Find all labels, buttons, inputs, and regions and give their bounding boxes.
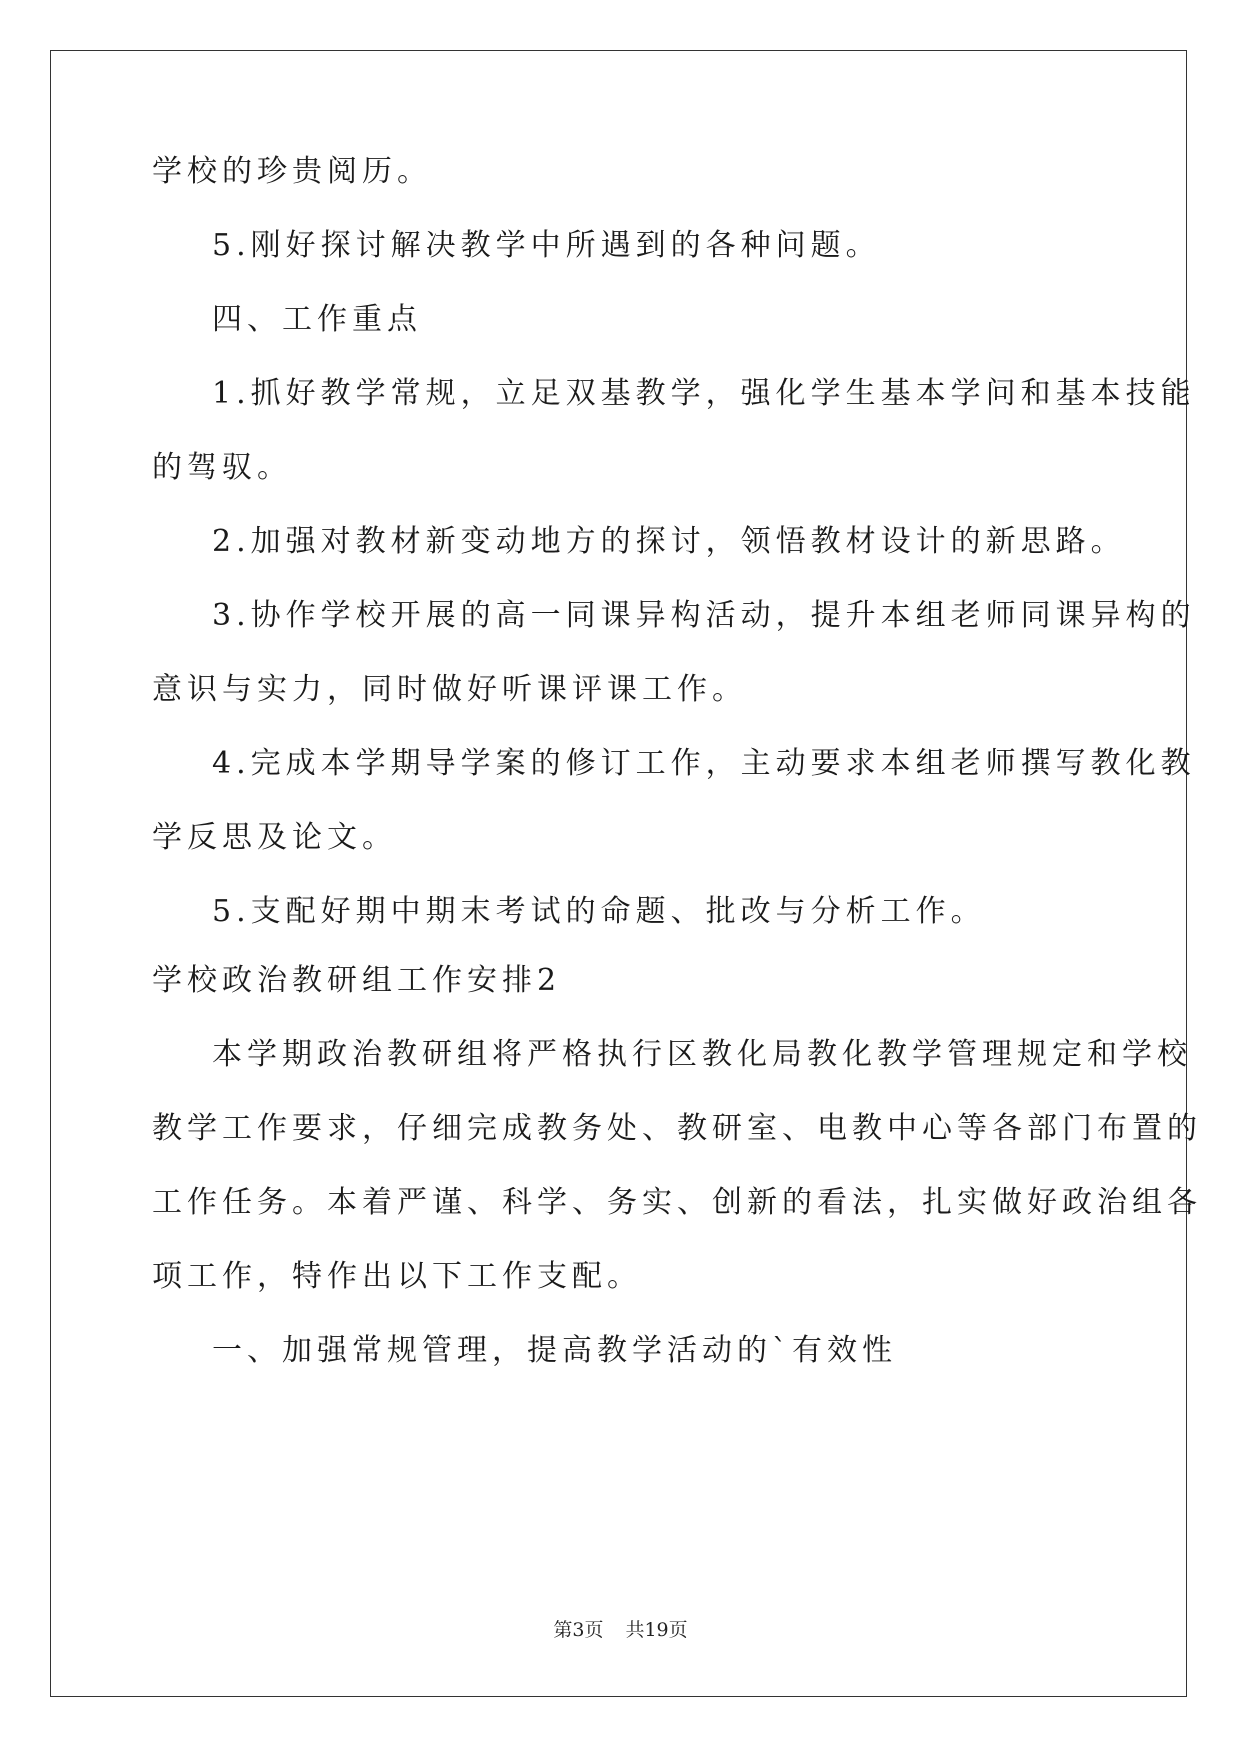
paragraph-line: 学反思及论文。 bbox=[152, 820, 397, 855]
paragraph-line: 工作任务。本着严谨、科学、务实、创新的看法，扎实做好政治组各 bbox=[152, 1185, 1202, 1220]
list-item: 5.支配好期中期末考试的命题、批改与分析工作。 bbox=[212, 894, 986, 929]
paragraph-line: 项工作，特作出以下工作支配。 bbox=[152, 1259, 642, 1294]
paragraph-line: 本学期政治教研组将严格执行区教化局教化教学管理规定和学校 bbox=[212, 1037, 1192, 1072]
list-item: 4.完成本学期导学案的修订工作，主动要求本组老师撰写教化教 bbox=[212, 746, 1196, 781]
list-item: 1.抓好教学常规，立足双基教学，强化学生基本学问和基本技能 bbox=[212, 376, 1196, 411]
paragraph-line: 意识与实力，同时做好听课评课工作。 bbox=[152, 672, 747, 707]
section-heading: 一、加强常规管理，提高教学活动的`有效性 bbox=[212, 1333, 897, 1368]
paragraph-line: 教学工作要求，仔细完成教务处、教研室、电教中心等各部门布置的 bbox=[152, 1111, 1202, 1146]
list-item: 3.协作学校开展的高一同课异构活动，提升本组老师同课异构的 bbox=[212, 598, 1196, 633]
page-total: 共19页 bbox=[625, 1619, 688, 1641]
page-number: 第3页 bbox=[553, 1619, 604, 1641]
section-heading: 四、工作重点 bbox=[212, 302, 422, 337]
document-title: 学校政治教研组工作安排2 bbox=[152, 963, 562, 998]
list-item: 5.刚好探讨解决教学中所遇到的各种问题。 bbox=[212, 228, 881, 263]
page-footer bbox=[0, 1618, 1241, 1642]
paragraph-line: 学校的珍贵阅历。 bbox=[152, 154, 432, 189]
list-item: 2.加强对教材新变动地方的探讨，领悟教材设计的新思路。 bbox=[212, 524, 1126, 559]
paragraph-line: 的驾驭。 bbox=[152, 450, 292, 485]
page-border bbox=[50, 50, 1187, 1697]
